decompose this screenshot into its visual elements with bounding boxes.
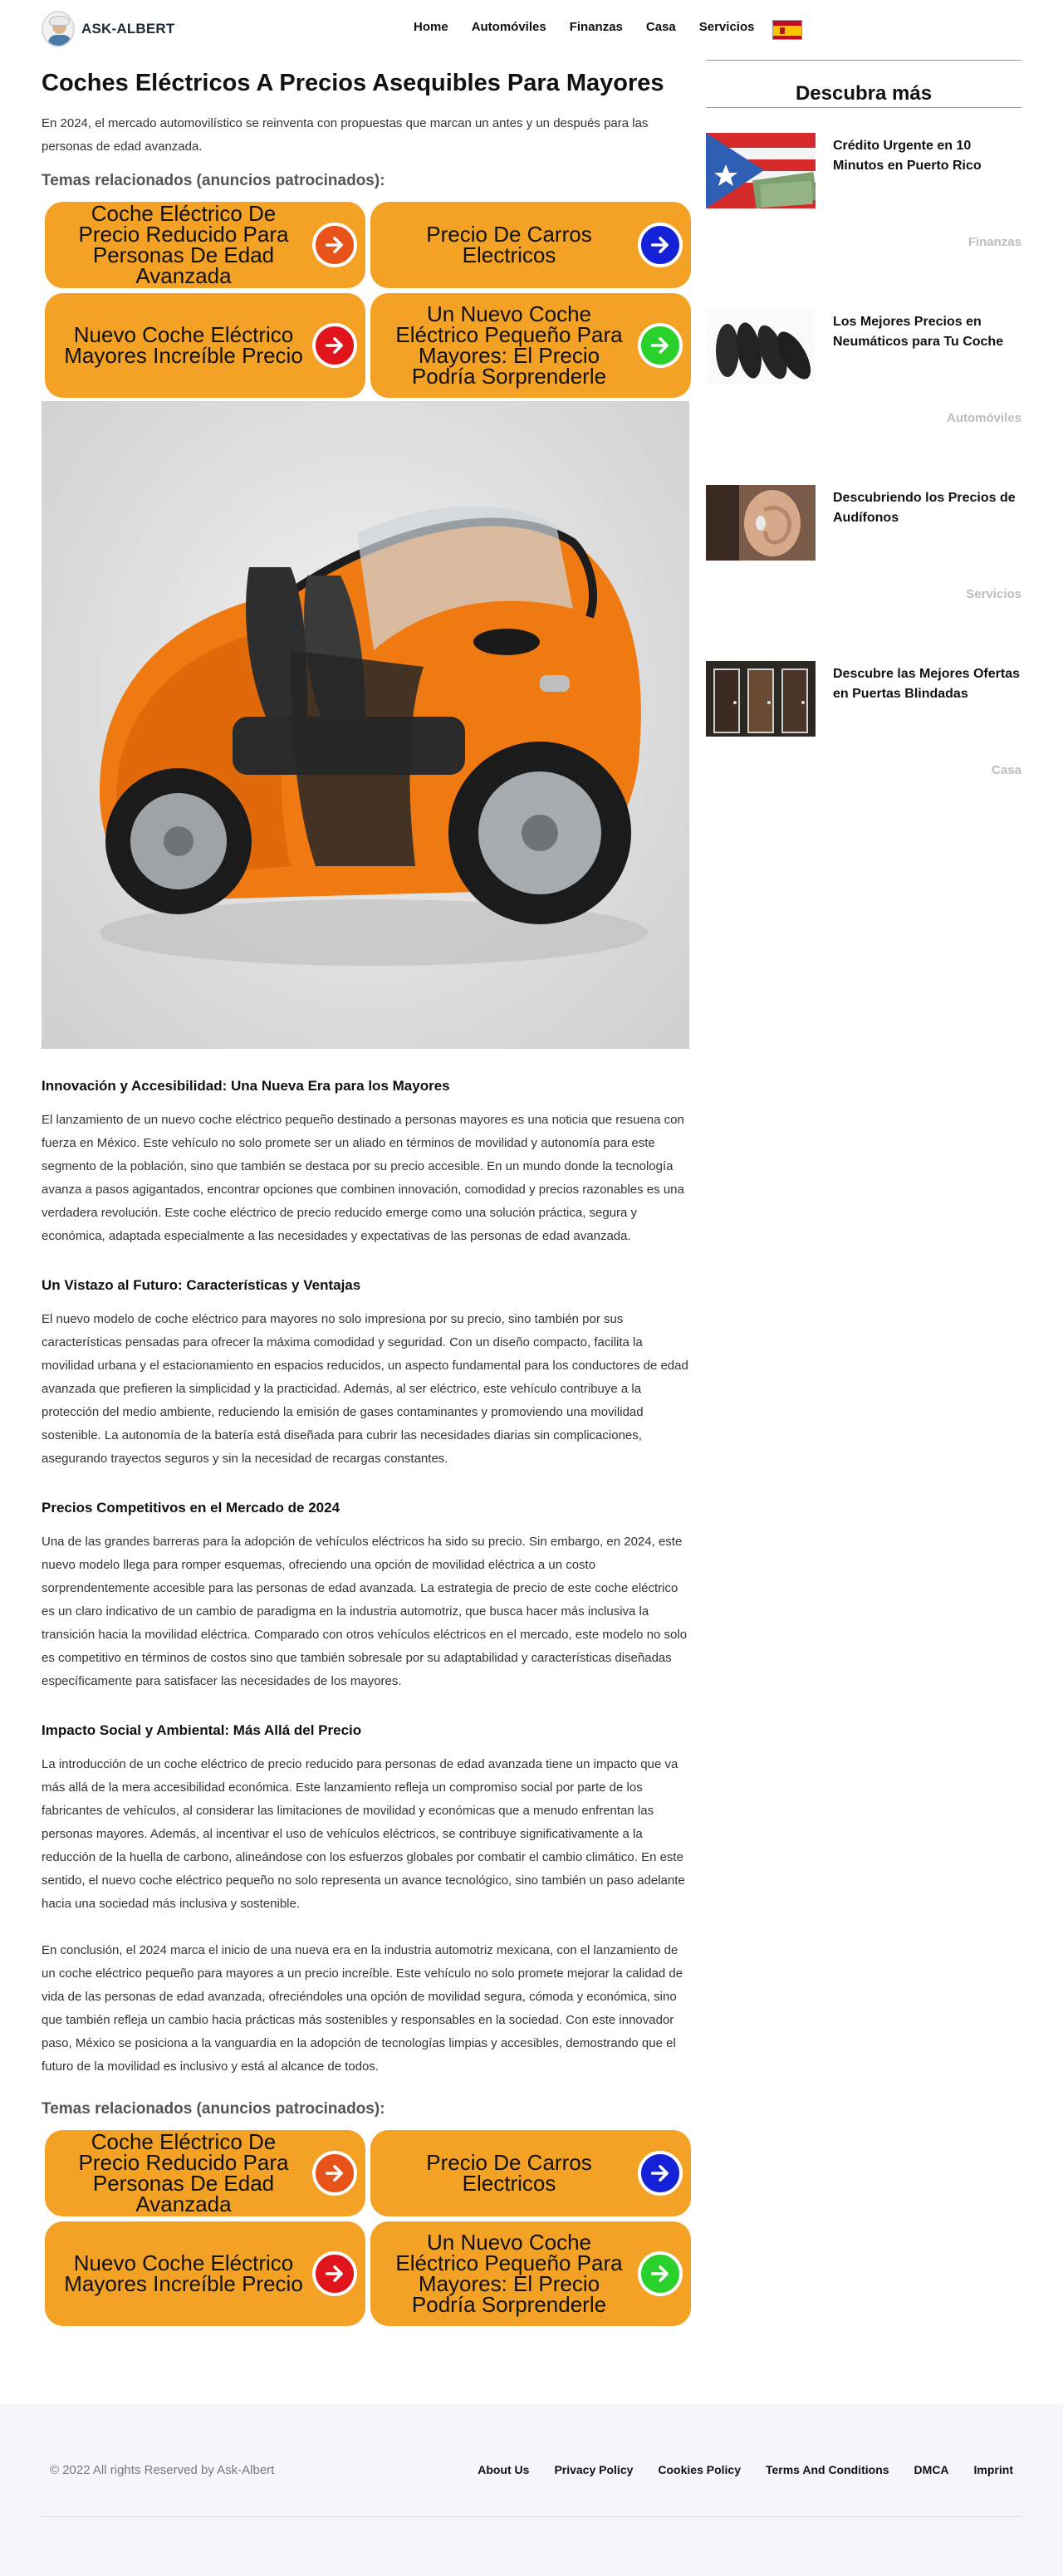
tires-image[interactable] [706,309,816,384]
main-nav [414,20,777,34]
armored-doors-image[interactable] [706,661,816,737]
arrow-right-icon [312,2151,357,2196]
site-header [0,0,1063,60]
ads-grid-top [45,202,689,398]
section-heading: Innovación y Accesibilidad: Una Nueva Era para los Mayores [42,1077,450,1094]
arrow-right-icon [312,223,357,267]
footer-link-cookies[interactable]: Cookies Policy [658,2463,741,2476]
footer-divider [42,2516,1021,2517]
footer-link-privacy[interactable]: Privacy Policy [554,2463,634,2476]
nav-casa[interactable]: Casa [645,20,676,34]
footer-link-imprint[interactable]: Imprint [973,2463,1013,2476]
sidebar-card[interactable] [706,108,1021,284]
arrow-right-icon [638,323,683,368]
sidebar-card[interactable] [706,460,1021,636]
nav-automoviles[interactable]: Automóviles [471,20,546,34]
ad-label: Coche Eléctrico De Precio Reducido Para Personas De Edad Avanzada [78,200,289,288]
site-logo[interactable] [42,11,175,47]
sidebar-card-title[interactable]: Los Mejores Precios en Neumáticos para Tu Coche [833,315,1004,349]
ad-button[interactable] [370,202,691,288]
arrow-right-icon [312,323,357,368]
footer-links [478,2463,1013,2476]
sidebar-card-category[interactable]: Automóviles [946,411,1021,425]
ad-label: Precio De Carros Electricos [426,221,592,267]
site-footer [0,2404,1063,2576]
hearing-aid-image[interactable] [706,485,816,561]
ad-button[interactable] [370,2221,691,2326]
footer-link-about[interactable]: About Us [478,2463,530,2476]
nav-finanzas[interactable]: Finanzas [569,20,623,34]
ad-label: Nuevo Coche Eléctrico Mayores Increíble Precio [64,321,303,368]
ads-grid-bottom [45,2130,689,2326]
section-paragraph: El nuevo modelo de coche eléctrico para mayores no solo impresiona por su precio, sino también por sus características pensadas para ofrecer la máxima comodidad y seguridad. Con un diseño compacto, facilita la movilidad urbana y el estacionamiento en espacios reducidos, un aspecto fundamental para los conductores de edad avanzada que prefieren la simplicidad y la practicidad. Además, al ser eléctrico, este vehículo contribuye a la protección del medio ambiente, reduciendo la emisión de gases contaminantes y promoviendo una movilidad sostenible. La autonomía de la batería está diseñada para cubrir las necesidades diarias sin complicaciones, asegurando trayectos seguros y sin la necesidad de recargas constantes. [42,1311,688,1466]
sidebar-card-title[interactable]: Crédito Urgente en 10 Minutos en Puerto Rico [833,139,982,173]
arrow-right-icon [312,2251,357,2296]
ad-label: Un Nuevo Coche Eléctrico Pequeño Para Mayores: El Precio Podría Sorprenderle [395,2229,623,2317]
spain-flag-icon[interactable] [772,20,802,40]
section-paragraph: Una de las grandes barreras para la adopción de vehículos eléctricos ha sido su precio. Sin embargo, en 2024, este nuevo modelo llega para romper esquemas, ofreciendo una opción de movilidad eléctrica a un costo sorprendentemente accesible para las personas de edad avanzada. La estrategia de precio de este coche eléctrico es un claro indicativo de un cambio de paradigma en la industria automotriz, que busca hacer más inclusiva la transición hacia la movilidad eléctrica. Comparado con otros vehículos eléctricos en el mercado, este modelo no solo es competitivo en términos de costos sino que también sobresale por su adaptabilidad y características diseñadas específicamente para satisfacer las necesidades de los mayores. [42,1534,688,1688]
ad-button[interactable] [370,293,691,398]
sidebar-card[interactable] [706,636,1021,812]
ad-label: Un Nuevo Coche Eléctrico Pequeño Para Mayores: El Precio Podría Sorprenderle [395,301,623,389]
arrow-right-icon [638,223,683,267]
footer-link-dmca[interactable]: DMCA [914,2463,949,2476]
section-heading: Precios Competitivos en el Mercado de 2024 [42,1499,340,1516]
sidebar-card-category[interactable]: Casa [992,763,1021,777]
article-intro: En 2024, el mercado automovilístico se reinventa con propuestas que marcan un antes y un después para las personas de edad avanzada. [42,115,649,154]
nav-servicios[interactable]: Servicios [698,20,755,34]
footer-link-terms[interactable]: Terms And Conditions [765,2463,889,2476]
sidebar [706,60,1021,812]
sidebar-card-category[interactable]: Finanzas [967,235,1021,249]
puerto-rico-flag-money-image[interactable] [706,133,816,208]
section-paragraph: La introducción de un coche eléctrico de precio reducido para personas de edad avanzada tiene un impacto que va más allá de la mera accesibilidad económica. Este lanzamiento refleja un compromiso social por parte de los fabricantes de vehículos, al considerar las limitaciones de movilidad y económicas que a menudo enfrentan las personas mayores. Además, al incentivar el uso de vehículos eléctricos, se contribuye significativamente a la reducción de la huella de carbono, alineándose con los esfuerzos globales por combatir el cambio climático. En este sentido, el nuevo coche eléctrico pequeño no solo representa un avance tecnológico, sino también un paso adelante hacia una sociedad más inclusiva y sostenible. [42,1756,685,1911]
ad-label: Coche Eléctrico De Precio Reducido Para Personas De Edad Avanzada [78,2128,289,2216]
section-heading: Un Vistazo al Futuro: Características y Ventajas [42,1276,361,1293]
ads-title-top: Temas relacionados (anuncios patrocinados): [42,171,385,189]
copyright: © 2022 All rights Reserved by Ask-Albert [50,2463,275,2477]
ad-label: Precio De Carros Electricos [426,2149,592,2196]
arrow-right-icon [638,2251,683,2296]
ad-button[interactable] [45,2221,365,2326]
ad-button[interactable] [45,293,365,398]
page-title: Coches Eléctricos A Precios Asequibles Para Mayores [42,70,664,96]
article [42,60,689,2326]
sidebar-card[interactable] [706,284,1021,460]
ad-button[interactable] [370,2130,691,2216]
sidebar-card-title[interactable]: Descubriendo los Precios de Audífonos [833,491,1016,525]
albert-avatar-icon [42,11,75,47]
conclusion-paragraph: En conclusión, el 2024 marca el inicio de una nueva era en la industria automotriz mexicana, con el lanzamiento de un coche eléctrico pequeño para mayores a un precio increíble. Este vehículo no solo promete mejorar la calidad de vida de las personas de edad avanzada, ofreciéndoles una opción de movilidad segura, cómoda y económica, sino que también refleja un cambio hacia prácticas más sostenibles y responsables en la sociedad. Con este innovador paso, México se posiciona a la vanguardia en la adopción de tecnologías limpias y accesibles, demostrando que el futuro de la movilidad es inclusivo y está al alcance de todos. [42,1942,683,2074]
sidebar-card-category[interactable]: Servicios [966,587,1021,601]
ads-title-bottom: Temas relacionados (anuncios patrocinados): [42,2099,385,2118]
ad-button[interactable] [45,2130,365,2216]
section-paragraph: El lanzamiento de un nuevo coche eléctrico pequeño destinado a personas mayores es una noticia que resuena con fuerza en México. Este vehículo no solo promete ser un aliado en términos de movilidad y autonomía para este segmento de la población, sino que también se destaca por su precio accesible. En un mundo donde la tecnología avanza a pasos agigantados, encontrar opciones que combinen innovación, comodidad y precios razonables es una verdadera revolución. Este coche eléctrico de precio reducido emerge como una solución práctica, segura y económica, adaptada especialmente a las necesidades y expectativas de las personas de edad avanzada. [42,1112,684,1243]
ad-button[interactable] [45,202,365,288]
section-heading: Impacto Social y Ambiental: Más Allá del Precio [42,1721,362,1738]
sidebar-heading: Descubra más [706,61,1021,108]
nav-home[interactable]: Home [414,20,448,34]
hero-car-image [42,401,689,1049]
sidebar-card-title[interactable]: Descubre las Mejores Ofertas en Puertas Blindadas [833,667,1020,701]
ad-label: Nuevo Coche Eléctrico Mayores Increíble Precio [64,2250,303,2296]
arrow-right-icon [638,2151,683,2196]
logo-text: ASK-ALBERT [81,21,175,37]
